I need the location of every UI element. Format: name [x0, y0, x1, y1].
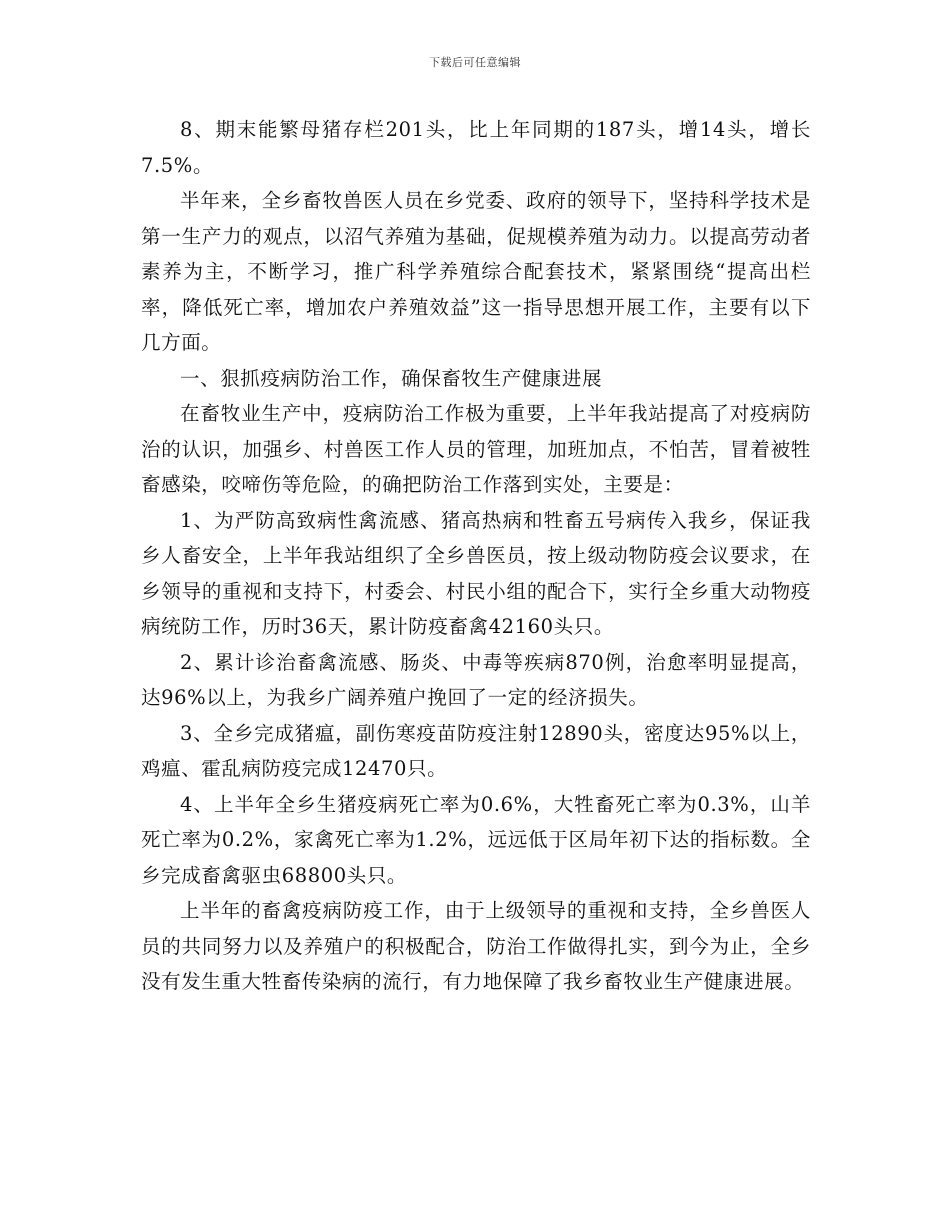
- paragraph-conclusion: 上半年的畜禽疫病防疫工作，由于上级领导的重视和支持，全乡兽医人员的共同努力以及养殖户的积极配合，防治工作做得扎实，到今为止，全乡没有发生重大牲畜传染病的流行，有力地保障了我乡畜牧业生产健康进展。: [141, 899, 811, 993]
- document-body: [141, 112, 811, 1000]
- paragraph-item-1: 1、为严防高致病性禽流感、猪高热病和牲畜五号病传入我乡，保证我乡人畜安全，上半年我站组织了全乡兽医员，按上级动物防疫会议要求，在乡领导的重视和支持下，村委会、村民小组的配合下，实行全乡重大动物疫病统防工作，历时36天，累计防疫畜禽42160头只。: [141, 508, 811, 638]
- paragraph-item-4: 4、上半年全乡生猪疫病死亡率为0.6%，大牲畜死亡率为0.3%，山羊死亡率为0.2%，家禽死亡率为1.2%，远远低于区局年初下达的指标数。全乡完成畜禽驱虫68800头只。: [141, 792, 811, 887]
- paragraph-breeding-sows: 8、期末能繁母猪存栏201头，比上年同期的187头，增14头，增长7.5%。: [141, 118, 811, 177]
- section-heading-disease-control: 一、狠抓疫病防治工作，确保畜牧生产健康进展: [180, 366, 603, 390]
- paragraph-half-year-overview: 半年来，全乡畜牧兽医人员在乡党委、政府的领导下，坚持科学技术是第一生产力的观点，以沼气养殖为基础，促规模养殖为动力。以提高劳动者素养为主，不断学习，推广科学养殖综合配套技术，紧紧围绕“提高出栏率，降低死亡率，增加农户养殖效益”这一指导思想开展工作，主要有以下几方面。: [141, 189, 811, 354]
- paragraph-disease-control-intro: 在畜牧业生产中，疫病防治工作极为重要，上半年我站提高了对疫病防治的认识，加强乡、村兽医工作人员的管理，加班加点，不怕苦，冒着被牲畜感染，咬啼伤等危险，的确把防治工作落到实处，主要是：: [141, 402, 811, 496]
- page-header-note: 下载后可任意编辑: [429, 56, 521, 69]
- paragraph-item-3: 3、全乡完成猪瘟，副伤寒疫苗防疫注射12890头，密度达95%以上，鸡瘟、霍乱病防疫完成12470只。: [141, 721, 811, 780]
- paragraph-item-2: 2、累计诊治畜禽流感、肠炎、中毒等疾病870例，治愈率明显提高，达96%以上，为我乡广阔养殖户挽回了一定的经济损失。: [141, 650, 811, 709]
